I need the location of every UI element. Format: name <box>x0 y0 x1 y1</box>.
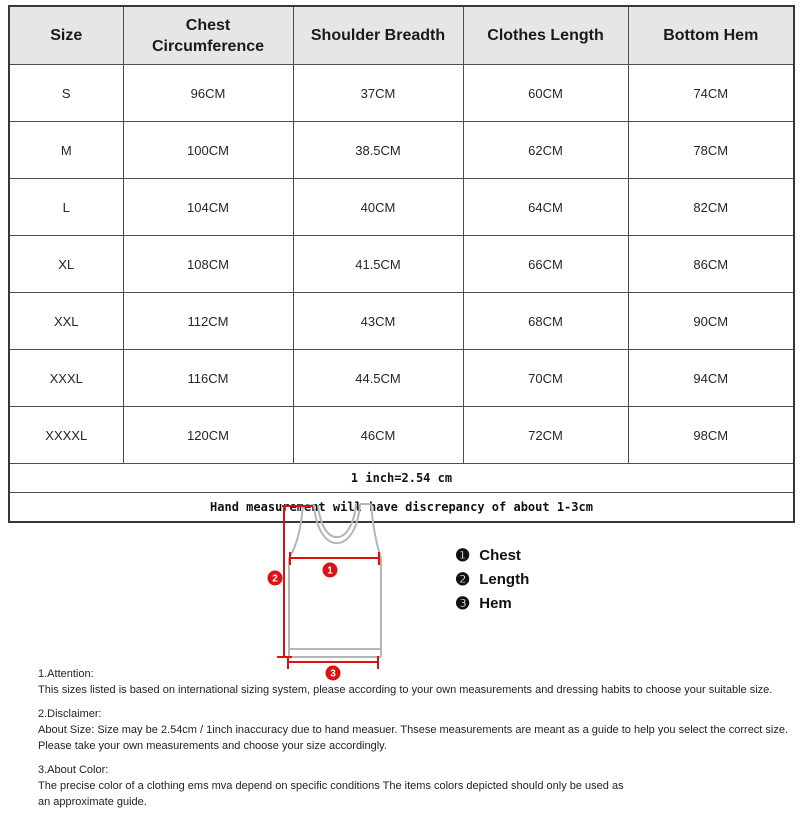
note-row-inch <box>9 464 794 493</box>
cell-shoulder: 44.5CM <box>293 350 463 407</box>
cell-size: XXL <box>9 293 123 350</box>
measurement-lines <box>277 506 379 669</box>
cell-length: 72CM <box>463 407 628 464</box>
cell-length: 66CM <box>463 236 628 293</box>
table-row-m <box>9 122 794 179</box>
column-header-clothes-length: Clothes Length <box>463 6 628 65</box>
hem-marker-number: 3 <box>330 668 336 680</box>
footnotes <box>38 666 789 818</box>
cell-size: XL <box>9 236 123 293</box>
cell-shoulder: 46CM <box>293 407 463 464</box>
cell-length: 62CM <box>463 122 628 179</box>
legend-label-hem: Hem <box>479 595 512 612</box>
chest-measure-line <box>290 552 379 565</box>
cell-hem: 86CM <box>628 236 794 293</box>
circled-2-icon: ❷ <box>455 570 471 589</box>
about-color-heading: 3.About Color: <box>38 764 109 776</box>
cell-length: 68CM <box>463 293 628 350</box>
cell-chest: 120CM <box>123 407 293 464</box>
length-marker-number: 2 <box>272 573 278 585</box>
note-inch-conversion: 1 inch=2.54 cm <box>9 464 794 493</box>
size-chart-table <box>8 5 795 523</box>
column-header-bottom-hem: Bottom Hem <box>628 6 794 65</box>
column-header-size: Size <box>9 6 123 65</box>
cell-size: M <box>9 122 123 179</box>
cell-chest: 108CM <box>123 236 293 293</box>
cell-shoulder: 38.5CM <box>293 122 463 179</box>
cell-size: XXXXL <box>9 407 123 464</box>
legend-item-chest <box>455 547 529 565</box>
disclaimer-heading: 2.Disclaimer: <box>38 708 102 720</box>
legend-label-length: Length <box>479 571 530 588</box>
cell-hem: 90CM <box>628 293 794 350</box>
legend-item-length <box>455 571 529 589</box>
table-row-xl <box>9 236 794 293</box>
cell-length: 60CM <box>463 65 628 122</box>
about-color-body-line1: The precise color of a clothing ems mva depend on specific conditions The items colors depicted should only be used as <box>38 780 624 792</box>
table-row-s <box>9 65 794 122</box>
disclaimer-section <box>38 706 789 754</box>
cell-hem: 94CM <box>628 350 794 407</box>
circled-1-icon: ❶ <box>455 546 471 565</box>
cell-chest: 96CM <box>123 65 293 122</box>
cell-shoulder: 43CM <box>293 293 463 350</box>
about-color-section <box>38 762 778 810</box>
attention-body: This sizes listed is based on international sizing system, please according to your own measurements and dressing habits to choose your suitable size. <box>38 684 773 696</box>
length-measure-line <box>277 506 313 657</box>
cell-chest: 104CM <box>123 179 293 236</box>
cell-hem: 74CM <box>628 65 794 122</box>
measurement-legend <box>455 547 529 619</box>
cell-length: 70CM <box>463 350 628 407</box>
cell-hem: 82CM <box>628 179 794 236</box>
note-measurement-discrepancy: Hand measurement will have discrepancy of about 1-3cm <box>9 493 794 523</box>
cell-chest: 116CM <box>123 350 293 407</box>
cell-hem: 98CM <box>628 407 794 464</box>
attention-section <box>38 666 778 698</box>
cell-hem: 78CM <box>628 122 794 179</box>
table-row-l <box>9 179 794 236</box>
circled-3-icon: ❸ <box>455 594 471 613</box>
cell-size: XXXL <box>9 350 123 407</box>
about-color-body-line2: an approximate guide. <box>38 796 147 808</box>
cell-chest: 112CM <box>123 293 293 350</box>
cell-shoulder: 37CM <box>293 65 463 122</box>
table-row-xxxl <box>9 350 794 407</box>
table-row-xxl <box>9 293 794 350</box>
chest-marker-number: 1 <box>327 565 333 577</box>
legend-item-hem <box>455 595 529 613</box>
disclaimer-body-line1: About Size: Size may be 2.54cm / 1inch inaccuracy due to hand measuer. Thsese measurements are meant as a guide to help you select the correct size. <box>38 724 789 736</box>
cell-shoulder: 41.5CM <box>293 236 463 293</box>
cell-chest: 100CM <box>123 122 293 179</box>
table-row-xxxxl <box>9 407 794 464</box>
legend-label-chest: Chest <box>479 547 521 564</box>
cell-size: L <box>9 179 123 236</box>
header-row <box>9 6 794 65</box>
column-header-shoulder-breadth: Shoulder Breadth <box>293 6 463 65</box>
attention-heading: 1.Attention: <box>38 668 94 680</box>
cell-size: S <box>9 65 123 122</box>
cell-length: 64CM <box>463 179 628 236</box>
column-header-chest-circumference: Chest Circumference <box>123 6 293 65</box>
disclaimer-body-line2: Please take your own measurements and choose your size accordingly. <box>38 740 387 752</box>
cell-shoulder: 40CM <box>293 179 463 236</box>
vest-outline-icon <box>289 504 381 657</box>
